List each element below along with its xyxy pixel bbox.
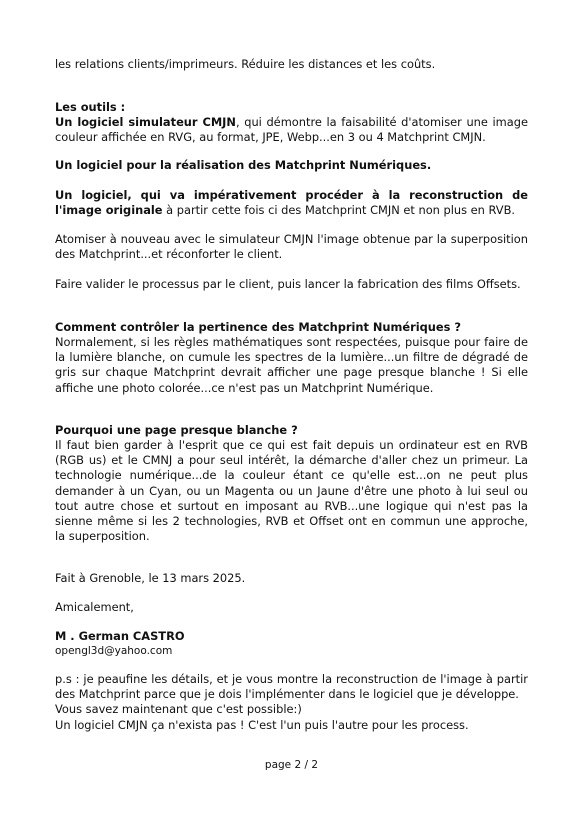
ps-line-3: Un logiciel CMJN ça n'exista pas ! C'est l'un puis l'autre pour les process. — [55, 717, 469, 732]
blanche-body: Il faut bien garder à l'esprit que ce qui est fait depuis un ordinateur est en RVB (RGB us) et le CMNJ a pour seul intérêt, la démarche d'aller chez un primeur. La technologie numérique...de la couleur étant ce qu'elle est...on ne peut plus demander à un Cyan, ou un Magenta ou un Jaune d'être une photo à lui seul ou tout autre chose et surtout en imposant au RVB...une logique qui n'est pas la sienne même si les 2 technologies, RVB et Offset ont en commun une approche, la superposition. — [55, 438, 528, 544]
simulateur-description: , qui démontre la faisabilité d'atomiser une image couleur affichée en RVG, au format, JPE, Webp...en 3 ou 4 Matchprint CMJN. — [55, 115, 529, 145]
ps-line-1: p.s : je peaufine les détails, et je vous montre la reconstruction de l'image à partir des Matchprint parce que je dois l'implémenter dans le logiciel que je développe. — [55, 672, 528, 702]
outils-heading: Les outils : — [55, 100, 126, 114]
pertinence-heading: Comment contrôler la pertinence des Matchprint Numériques ? — [55, 320, 461, 334]
outils-item-reconstruction — [55, 188, 528, 218]
reconstruction-description: à partir cette fois ci des Matchprint CMJN et non plus en RVB. — [162, 203, 516, 218]
reconstruction-label: Un logiciel, qui va impérativement procéder à la reconstruction de l'image originale — [55, 188, 528, 218]
pertinence-body: Normalement, si les règles mathématiques sont respectées, puisque pour faire de la lumière blanche, on cumule les spectres de la lumière...un filtre de dégradé de gris sur chaque Matchprint devrait afficher une page presque blanche ! Si elle affiche une photo colorée...ce n'est pas un Matchprint Numérique. — [55, 335, 528, 395]
simulateur-label: Un logiciel simulateur CMJN — [55, 115, 236, 129]
postscript — [55, 672, 528, 733]
para-valider: Faire valider le processus par le client, puis lancer la fabrication des films Offsets. — [55, 277, 521, 291]
page-number: page 2 / 2 — [264, 759, 319, 771]
outils-item-simulateur — [55, 115, 528, 145]
place-date: Fait à Grenoble, le 13 mars 2025. — [55, 571, 246, 585]
signature-email: opengl3d@yahoo.com — [55, 645, 173, 657]
intro-line: les relations clients/imprimeurs. Réduire les distances et les coûts. — [55, 57, 436, 71]
signature-name: M . German CASTRO — [55, 629, 185, 643]
outils-item-matchprint: Un logiciel pour la réalisation des Matchprint Numériques. — [55, 158, 432, 172]
blanche-heading: Pourquoi une page presque blanche ? — [55, 423, 298, 437]
salutation: Amicalement, — [55, 600, 134, 614]
para-atomiser: Atomiser à nouveau avec le simulateur CMJN l'image obtenue par la superposition des Matchprint...et réconforter le client. — [55, 232, 528, 262]
ps-line-2: Vous savez maintenant que c'est possible:) — [55, 702, 302, 717]
